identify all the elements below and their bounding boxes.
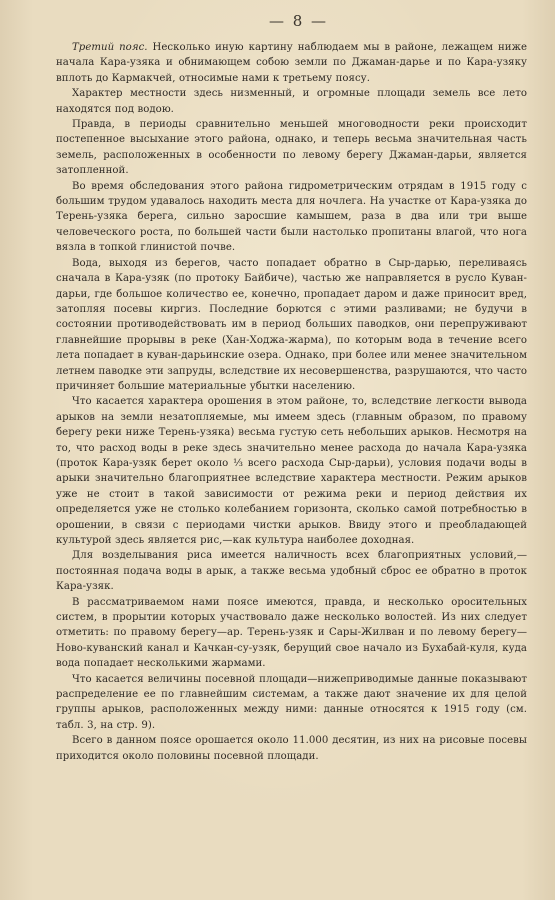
paragraph-text: Несколько иную картину наблюдаем мы в районе, лежащем ниже начала Кара-узяка и обнимающем собою земли по Джаман-дарье и по Кара-узяку вплоть до Кармакчей, относимые нами к третьему поясу. — [56, 42, 527, 84]
page-number: — 8 — — [268, 12, 329, 30]
paragraph-third-zone — [56, 40, 527, 86]
paragraph-total-irrigated: Всего в данном поясе орошается около 11.000 десятин, из них на рисовые посевы приходится около половины посевной площади. — [56, 735, 527, 762]
paragraph-survey-1915: Во время обследования этого района гидрометрическим отрядам в 1915 году с большим трудом удавалось находить места для ночлега. На участке от Кара-узяка до Терень-узяка берега, сильно заросшие камышем, раза в два или три выше человеческого роста, по большей части были настолько пропитаны влагой, что нога вязла в топкой глинистой почве. — [56, 180, 527, 254]
paragraph-lead: Третий пояс. — [72, 42, 148, 53]
paragraph-drying: Правда, в периоды сравнительно меньшей многоводности реки происходит постепенное высыхание этого района, однако, и теперь весьма значительная часть земель, расположенных в особенности по левому берегу Джаман-дарьи, является затопленной. — [56, 119, 527, 177]
paragraph-irrigation-character: Что касается характера орошения в этом районе, то, вследствие легкости вывода арыков на земли незатопляемые, мы имеем здесь (главным образом, по правому берегу реки ниже Терень-узяка) весьма густую сеть небольших арыков. Несмотря на то, что расход воды в реке здесь значительно менее расхода до начала Кара-узяка (проток Кара-узяк берет около ⅓ всего расхода Сыр-дарьи), условия подачи воды в арыки значительно благоприятнее вследствие характера местности. Режим арыков уже не стоит в такой зависимости от режима реки и период действия их определяется уже не столько колебанием горизонта, сколько самой потребностью в орошении, в связи с периодами чистки арыков. Ввиду этого и преобладающей культурой здесь является рис,—как культура наиболее доходная. — [56, 396, 527, 546]
body-text — [56, 40, 527, 764]
paragraph-flooding: Вода, выходя из берегов, часто попадает обратно в Сыр-дарью, переливаясь сначала в Кара-узяк (по протоку Байбиче), частью же направляется в русло Куван-дарьи, где большое количество ее, конечно, пропадает даром и даже приносит вред, затопляя посевы киргиз. Последние борются с этими разливами; не будучи в состоянии противодействовать им в период больших паводков, они перепруживают главнейшие прорывы в реке (Хан-Ходжа-жарма), по которым вода в течение всего лета попадает в куван-дарьинские озера. Однако, при более или менее значительном летнем паводке эти запруды, вследствие их несовершенства, разрушаются, что часто причиняет большие материальные убытки населению. — [56, 257, 527, 392]
paragraph-terrain: Характер местности здесь низменный, и огромные площади земель все лето находятся под водою. — [56, 88, 527, 115]
paragraph-rice-conditions: Для возделывания риса имеется наличность всех благоприятных условий,—постоянная подача воды в арык, а также весьма удобный сброс ее обратно в проток Кара-узяк. — [56, 550, 527, 593]
paragraph-irrigation-systems: В рассматриваемом нами поясе имеются, правда, и несколько оросительных систем, в прорытии которых участвовало даже несколько волостей. Из них следует отметить: по правому берегу—ар. Терень-узяк и Сары-Жилван и по левому берегу—Ново-куванский канал и Качкан-су-узяк, берущий свое начало из Бухабай-куля, куда вода попадает несколькими жармами. — [56, 596, 527, 670]
paragraph-sown-area: Что касается величины посевной площади—нижеприводимые данные показывают распределение ее по главнейшим системам, а также дают значение их для целой группы арыков, расположенных между ними: данные относятся к 1915 году (см. табл. 3, на стр. 9). — [56, 673, 527, 731]
